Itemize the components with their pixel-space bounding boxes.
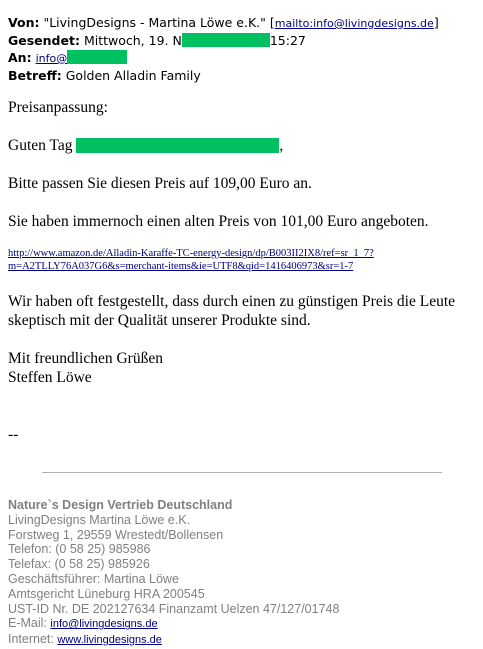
from-value: "LivingDesigns - Martina Löwe e.K." [ (43, 15, 275, 30)
signature-line-address: Forstweg 1, 29559 Wrestedt/Bollensen (8, 527, 224, 542)
from-bracket-close: ] (433, 15, 439, 30)
greeting-comma: , (279, 137, 284, 154)
redaction-box-recipient (67, 50, 127, 64)
signature-line-court: Amtsgericht Lüneburg HRA 200545 (8, 586, 205, 601)
to-row (8, 49, 439, 67)
product-url-line-2[interactable]: m=A2TLLY76A037G6&s=merchant-items&ie=UTF8&qid=1416406973&sr=1-7 (8, 261, 354, 272)
quality-note-line-2: skeptisch mit der Qualität unserer Produkte sind. (8, 312, 311, 329)
from-label: Von: (8, 15, 40, 30)
signature-line-phone: Telefon: (0 58 25) 985986 (8, 542, 151, 557)
old-price-note: Sie haben immernoch einen alten Preis von 101,00 Euro angeboten. (8, 213, 429, 230)
signature-line-web (8, 632, 339, 648)
signature-line-email (8, 616, 339, 632)
greeting-text: Guten Tag (8, 137, 73, 154)
email-label: E-Mail: (8, 616, 47, 631)
quality-note-line-1: Wir haben oft festgestellt, dass durch einen zu günstigen Preis die Leute (8, 293, 456, 310)
sent-time: 15:27 (269, 33, 306, 48)
from-mailto-link[interactable]: mailto:info@livingdesigns.de (274, 17, 434, 30)
email-header (8, 14, 439, 84)
sent-value: Mittwoch, 19. N (83, 33, 182, 48)
redaction-box-name (76, 138, 279, 153)
signer-name: Steffen Löwe (8, 369, 92, 386)
subject-row (8, 67, 439, 84)
body-title: Preisanpassung: (8, 99, 108, 116)
product-url-line-1[interactable]: http://www.amazon.de/Alladin-Karaffe-TC-energy-design/dp/B003II2IX8/ref=sr_1_7? (8, 248, 374, 259)
signature-line-vat: UST-ID Nr. DE 202127634 Finanzamt Uelzen 47/127/01748 (8, 601, 340, 616)
sent-label: Gesendet: (8, 33, 80, 48)
from-row (8, 14, 439, 32)
email-body (8, 98, 478, 444)
to-email-link[interactable]: info@ (35, 52, 68, 65)
closing-greeting: Mit freundlichen Grüßen (8, 350, 163, 367)
redaction-box-date (182, 33, 270, 47)
to-label: An: (8, 50, 32, 65)
signature-line-business: LivingDesigns Martina Löwe e.K. (8, 512, 191, 527)
sent-row (8, 32, 439, 49)
price-request: Bitte passen Sie diesen Preis auf 109,00 Euro an. (8, 175, 312, 192)
email-link[interactable]: info@livingdesigns.de (50, 618, 158, 631)
web-label: Internet: (8, 632, 54, 647)
signature-divider (42, 472, 442, 473)
company-signature (8, 498, 339, 648)
signature-separator: -- (8, 426, 19, 443)
greeting-line (8, 136, 478, 155)
subject-label: Betreff: (8, 68, 62, 83)
signature-line-managing-director: Geschäftsführer: Martina Löwe (8, 571, 179, 586)
subject-value: Golden Alladin Family (65, 68, 201, 83)
website-link[interactable]: www.livingdesigns.de (57, 634, 162, 647)
company-name: Nature`s Design Vertrieb Deutschland (8, 498, 233, 512)
signature-line-fax: Telefax: (0 58 25) 985926 (8, 557, 150, 572)
